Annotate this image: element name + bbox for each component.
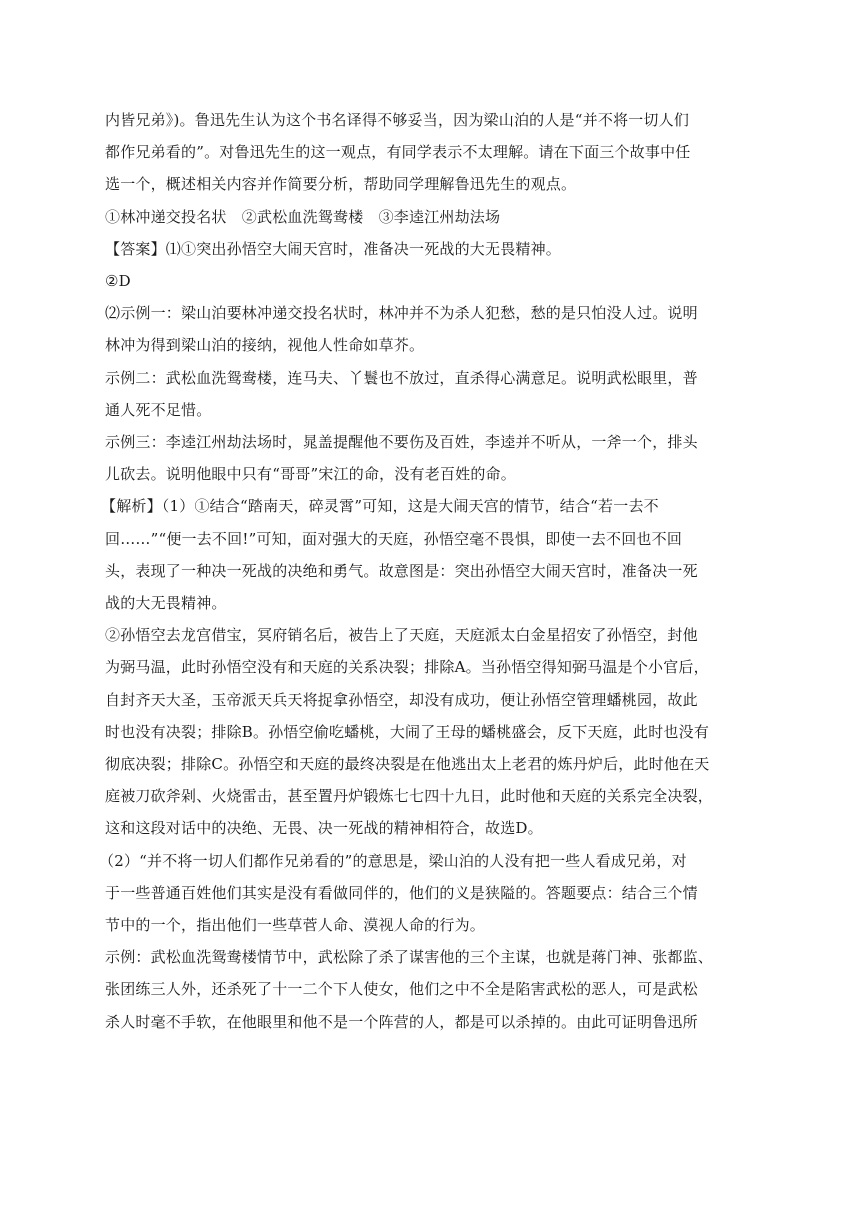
text-line: ②孙悟空去龙宫借宝，冥府销名后，被告上了天庭，天庭派太白金星招安了孙悟空，封他 <box>105 626 698 645</box>
text-line: 【答案】⑴①突出孙悟空大闹天宫时，准备决一死战的大无畏精神。 <box>105 239 562 258</box>
text-line: 时也没有决裂；排除B。孙悟空偷吃蟠桃，大闹了王母的蟠桃盛会，反下天庭，此时也没有 <box>105 722 710 741</box>
analysis-part1 <box>101 490 745 619</box>
text-line: 节中的一个，指出他们一些草菅人命、漠视人命的行为。 <box>105 916 486 935</box>
document-body <box>99 104 745 1038</box>
text-line: 示例：武松血洗鸳鸯楼情节中，武松除了杀了谋害他的三个主谋，也就是蒋门神、张都监、 <box>105 948 714 967</box>
text-line: 内皆兄弟》)。鲁迅先生认为这个书名译得不够妥当，因为梁山泊的人是“并不将一切人们 <box>105 111 690 129</box>
text-line: 通人死不足惜。 <box>105 400 212 419</box>
text-line: 战的大无畏精神。 <box>105 594 227 613</box>
text-line: 示例三：李逵江州劫法场时，晁盖提醒他不要伤及百姓，李逵并不听从，一斧一个，排头 <box>105 433 698 452</box>
text-line: 选一个，概述相关内容并作简要分析，帮助同学理解鲁迅先生的观点。 <box>105 175 577 194</box>
text-line: 于一些普通百姓他们其实是没有看做同伴的，他们的义是狭隘的。答题要点：结合三个情 <box>105 883 698 902</box>
text-line: ①林冲递交投名状 ②武松血洗鸳鸯楼 ③李逵江州劫法场 <box>105 207 501 226</box>
text-line: 示例二：武松血洗鸳鸯楼，连马夫、丫鬟也不放过，直杀得心满意足。说明武松眼里，普 <box>105 368 698 387</box>
text-line: 这和这段对话中的决绝、无畏、决一死战的精神相符合，故选D。 <box>105 819 543 838</box>
text-line: 回……”“便一去不回!”可知，面对强大的天庭，孙悟空毫不畏惧，即使一去不回也不回 <box>105 529 683 548</box>
text-line: 张团练三人外，还杀死了十一二个下人使女，他们之中不全是陷害武松的恶人，可是武松 <box>105 980 698 999</box>
text-line: 儿砍去。说明他眼中只有“哥哥”宋江的命，没有老百姓的命。 <box>105 465 516 484</box>
answer-example-1 <box>105 297 745 361</box>
question-text <box>105 104 745 201</box>
analysis-part2 <box>99 845 745 942</box>
answer-example-2 <box>105 362 745 426</box>
analysis-part1-choice <box>105 619 745 844</box>
text-line: （2）“并不将一切人们都作兄弟看的”的意思是，梁山泊的人没有把一些人看成兄弟，对 <box>99 851 687 870</box>
text-line: 自封齐天大圣，玉帝派天兵天将捉拿孙悟空，却没有成功，便让孙悟空管理蟠桃园，故此 <box>105 690 698 709</box>
text-line: 【解析】（1）①结合“踏南天，碎灵霄”可知，这是大闹天宫的情节，结合“若一去不 <box>101 497 659 516</box>
text-line: 头，表现了一种决一死战的决绝和勇气。故意图是：突出孙悟空大闹天宫时，准备决一死 <box>105 561 698 580</box>
answer-part1-choice <box>105 265 745 297</box>
text-line: 为弼马温，此时孙悟空没有和天庭的关系决裂；排除A。当孙悟空得知弼马温是个小官后， <box>105 658 709 677</box>
text-line: 都作兄弟看的”。对鲁迅先生的这一观点，有同学表示不太理解。请在下面三个故事中任 <box>105 143 691 162</box>
text-line: 杀人时毫不手软，在他眼里和他不是一个阵营的人，都是可以杀掉的。由此可证明鲁迅所 <box>105 1012 698 1031</box>
text-line: ⑵示例一：梁山泊要林冲递交投名状时，林冲并不为杀人犯愁，愁的是只怕没人过。说明 <box>105 304 698 323</box>
text-line: 庭被刀砍斧剁、火烧雷击，甚至置丹炉锻炼七七四十九日，此时他和天庭的关系完全决裂， <box>105 787 714 806</box>
analysis-example <box>105 941 745 1038</box>
answer-example-3 <box>105 426 745 490</box>
text-line: 林冲为得到梁山泊的接纳，视他人性命如草芥。 <box>105 336 425 355</box>
text-line: ②D <box>105 272 131 291</box>
answer-part1 <box>105 233 745 265</box>
story-options <box>105 201 745 233</box>
text-line: 彻底决裂；排除C。孙悟空和天庭的最终决裂是在他逃出太上老君的炼丹炉后，此时他在天 <box>105 755 710 774</box>
